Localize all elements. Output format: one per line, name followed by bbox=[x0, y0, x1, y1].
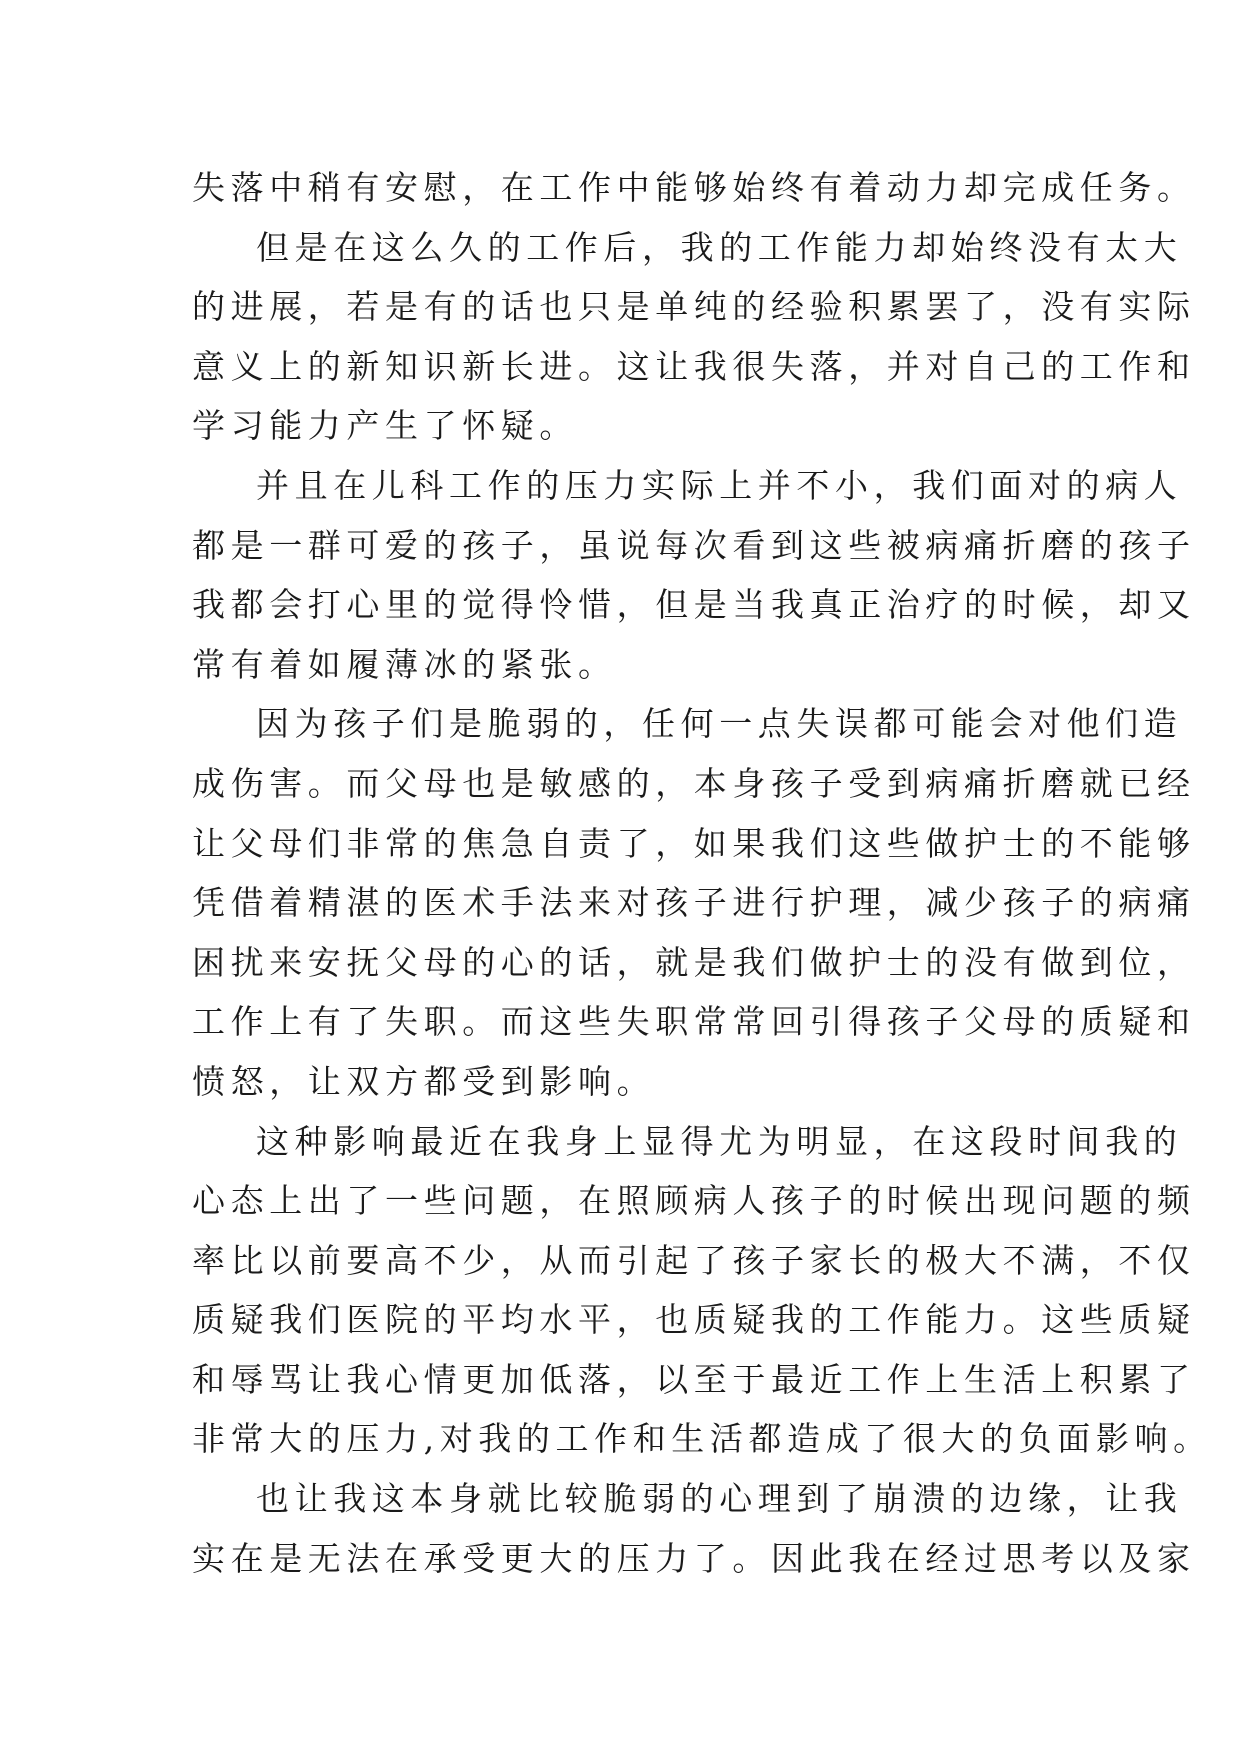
text-line: 学习能力产生了怀疑。 bbox=[192, 406, 578, 446]
text-line: 凭借着精湛的医术手法来对孩子进行护理，减少孩子的病痛 bbox=[192, 883, 1196, 923]
text-line: 工作上有了失职。而这些失职常常回引得孩子父母的质疑和 bbox=[192, 1002, 1196, 1042]
text-line: 质疑我们医院的平均水平，也质疑我的工作能力。这些质疑 bbox=[192, 1300, 1196, 1340]
text-line: 常有着如履薄冰的紧张。 bbox=[192, 644, 617, 684]
text-line: 并且在儿科工作的压力实际上并不小，我们面对的病人 bbox=[256, 465, 1183, 505]
text-line: 实在是无法在承受更大的压力了。因此我在经过思考以及家 bbox=[192, 1538, 1196, 1578]
text-line: 成伤害。而父母也是敏感的，本身孩子受到病痛折磨就已经 bbox=[192, 763, 1196, 803]
text-line: 都是一群可爱的孩子，虽说每次看到这些被病痛折磨的孩子 bbox=[192, 525, 1196, 565]
text-line: 困扰来安抚父母的心的话，就是我们做护士的没有做到位， bbox=[192, 942, 1196, 982]
text-line: 这种影响最近在我身上显得尤为明显，在这段时间我的 bbox=[256, 1121, 1183, 1161]
body-text bbox=[192, 158, 1212, 1588]
text-line: 意义上的新知识新长进。这让我很失落，并对自己的工作和 bbox=[192, 346, 1196, 386]
text-line: 和辱骂让我心情更加低落，以至于最近工作上生活上积累了 bbox=[192, 1359, 1196, 1399]
text-line: 愤怒，让双方都受到影响。 bbox=[192, 1061, 656, 1101]
text-line: 让父母们非常的焦急自责了，如果我们这些做护士的不能够 bbox=[192, 823, 1196, 863]
text-line: 我都会打心里的觉得怜惜，但是当我真正治疗的时候，却又 bbox=[192, 585, 1196, 625]
text-line: 因为孩子们是脆弱的，任何一点失误都可能会对他们造 bbox=[256, 704, 1183, 744]
text-line: 也让我这本身就比较脆弱的心理到了崩溃的边缘，让我 bbox=[256, 1479, 1183, 1519]
text-line: 心态上出了一些问题，在照顾病人孩子的时候出现问题的频 bbox=[192, 1181, 1196, 1221]
text-line: 但是在这么久的工作后，我的工作能力却始终没有太大 bbox=[256, 227, 1183, 267]
text-line: 的进展，若是有的话也只是单纯的经验积累罢了，没有实际 bbox=[192, 287, 1196, 327]
text-line: 非常大的压力,对我的工作和生活都造成了很大的负面影响。 bbox=[192, 1419, 1212, 1459]
text-line: 率比以前要高不少，从而引起了孩子家长的极大不满，不仅 bbox=[192, 1240, 1196, 1280]
text-line: 失落中稍有安慰，在工作中能够始终有着动力却完成任务。 bbox=[192, 168, 1196, 207]
